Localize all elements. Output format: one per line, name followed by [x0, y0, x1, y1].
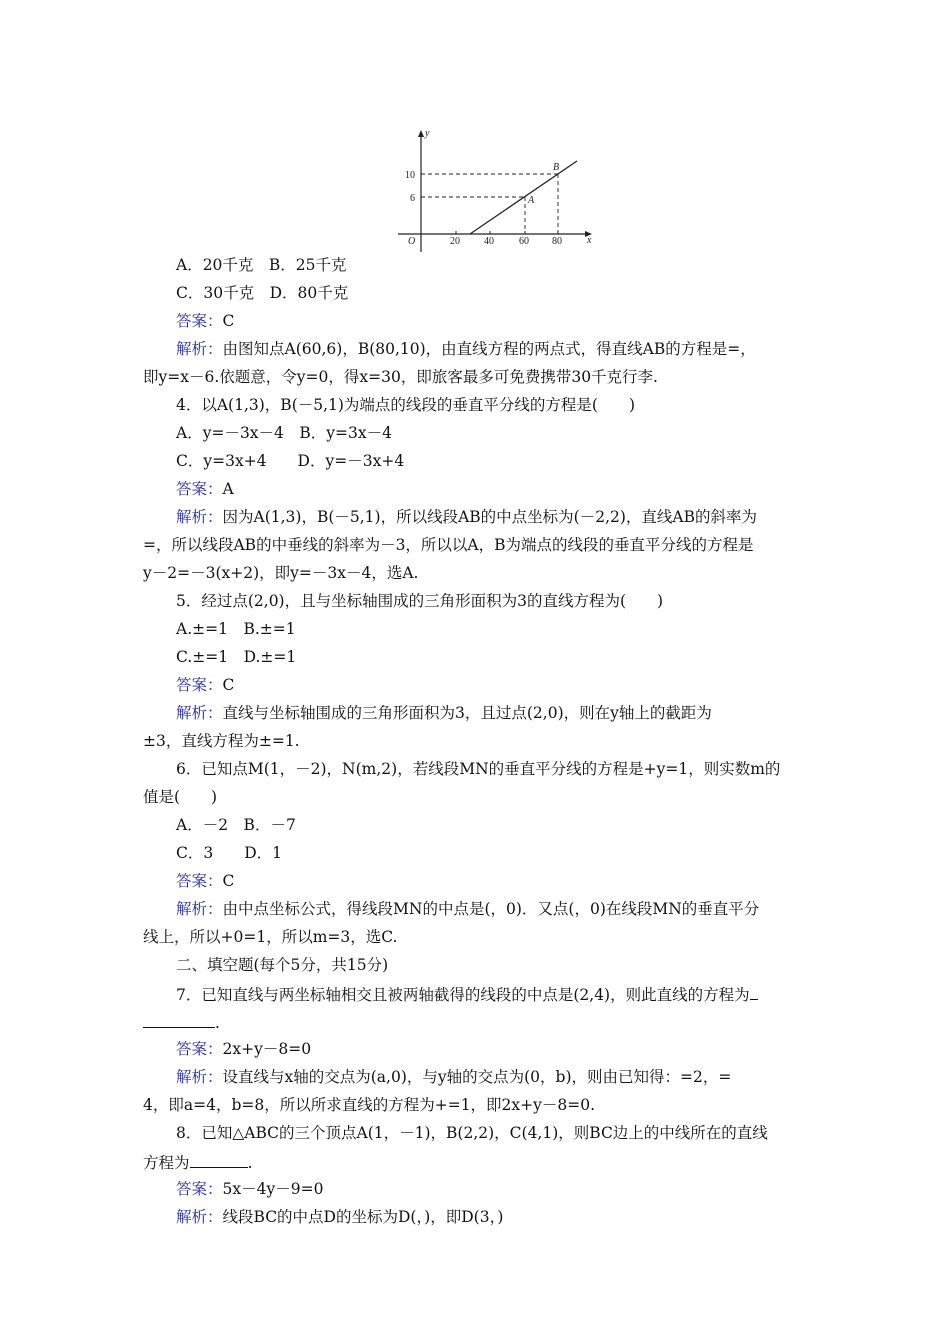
q8-stem-text: 方程为: [143, 1154, 190, 1172]
section-2-title: 二、填空题(每个5分，共15分): [176, 956, 389, 974]
q6-options-cd: C．3 D．1: [176, 844, 283, 862]
q4-analysis-line-2: =，所以线段AB的中垂线的斜率为－3，所以以A，B为端点的线段的垂直平分线的方程是: [143, 536, 754, 554]
analysis-label: 解析：: [176, 704, 223, 722]
answer-label: 答案：: [176, 480, 223, 498]
q7-blank-start: [750, 983, 758, 1000]
analysis-text: 线段BC的中点D的坐标为D(，)，即D(3，): [222, 1208, 504, 1226]
analysis-text: 设直线与x轴的交点为(a,0)，与y轴的交点为(0，b)，则由已知得：=2，=: [222, 1068, 732, 1086]
answer-label: 答案：: [176, 872, 223, 890]
q4-stem: 4．以A(1,3)，B(－5,1)为端点的线段的垂直平分线的方程是( ): [176, 396, 636, 414]
q7-stem-end: .: [215, 1014, 220, 1032]
answer-value: A: [222, 480, 234, 498]
x-axis-label: x: [587, 235, 592, 246]
q4-options-cd: C．y=3x+4 D．y=－3x+4: [176, 452, 405, 470]
x-tick-80: 80: [552, 236, 562, 247]
answer-value: C: [222, 676, 235, 694]
q3-analysis-line-1: [176, 339, 756, 359]
q5-answer: [176, 675, 234, 695]
analysis-label: 解析：: [176, 900, 223, 918]
y-tick-10: 10: [405, 170, 415, 181]
q7-stem-line-2: [143, 1011, 220, 1033]
answer-value: C: [222, 312, 235, 330]
q8-stem-line-2: [143, 1151, 252, 1173]
analysis-text: 直线与坐标轴围成的三角形面积为3，且过点(2,0)，则在y轴上的截距为: [222, 704, 712, 722]
q5-stem: 5．经过点(2,0)，且与坐标轴围成的三角形面积为3的直线方程为( ): [176, 592, 664, 610]
q5-options-cd: C.±=1 D.±=1: [176, 648, 297, 666]
q6-answer: [176, 871, 234, 891]
q4-answer: [176, 479, 234, 499]
q7-analysis-line-1: [176, 1067, 731, 1087]
y-axis-arrow: [418, 130, 424, 137]
origin-label: O: [408, 236, 416, 247]
analysis-text: 因为A(1,3)，B(－5,1)，所以线段AB的中点坐标为(－2,2)，直线AB的斜率为: [222, 508, 758, 526]
q3-analysis-line-2: 即y=x－6.依题意，令y=0，得x=30，即旅客最多可免费携带30千克行李.: [143, 368, 658, 386]
q5-analysis-line-2: ±3，直线方程为±=1.: [143, 732, 300, 750]
q8-blank: [190, 1151, 248, 1168]
line-graph-figure: [0, 0, 950, 260]
analysis-text: 由中点坐标公式，得线段MN的中点是(，0)．又点(，0)在线段MN的垂直平分: [222, 900, 760, 918]
q5-options-ab: A.±=1 B.±=1: [176, 620, 296, 638]
analysis-label: 解析：: [176, 508, 223, 526]
q8-stem-end: .: [247, 1154, 253, 1172]
q6-stem-line-1: 6．已知点M(1，－2)，N(m,2)，若线段MN的垂直平分线的方程是+y=1，则实数m的: [176, 760, 781, 778]
q7-stem-text: 7．已知直线与两坐标轴相交且被两轴截得的线段的中点是(2,4)，则此直线的方程为: [176, 986, 750, 1004]
q4-analysis-line-1: [176, 507, 757, 527]
analysis-text: 由图知点A(60,6)，B(80,10)，由直线方程的两点式，得直线AB的方程是=，: [222, 340, 756, 358]
answer-value: 2x+y－8=0: [222, 1040, 312, 1058]
answer-label: 答案：: [176, 676, 223, 694]
answer-label: 答案：: [176, 1180, 223, 1198]
x-tick-20: 20: [450, 236, 460, 247]
q8-stem-line-1: 8．已知△ABC的三个顶点A(1，－1)，B(2,2)，C(4,1)，则BC边上的中线所在的直线: [176, 1124, 768, 1142]
q4-analysis-line-3: y－2=－3(x+2)，即y=－3x－4，选A.: [143, 564, 419, 582]
x-tick-40: 40: [484, 236, 494, 247]
q7-answer: [176, 1039, 311, 1059]
q4-options-ab: A．y=－3x－4 B．y=3x－4: [176, 424, 393, 442]
answer-label: 答案：: [176, 1040, 223, 1058]
q8-analysis-line-1: [176, 1207, 503, 1227]
line-ab: [470, 161, 577, 234]
y-tick-6: 6: [410, 193, 415, 204]
q3-answer: [176, 311, 234, 331]
q3-options-ab: A．20千克 B．25千克: [176, 256, 347, 274]
answer-label: 答案：: [176, 312, 223, 330]
answer-value: C: [222, 872, 235, 890]
q6-options-ab: A．－2 B．－7: [176, 816, 296, 834]
q7-blank: [143, 1011, 215, 1028]
analysis-label: 解析：: [176, 340, 223, 358]
point-b-label: B: [553, 162, 560, 173]
q5-analysis-line-1: [176, 703, 712, 723]
point-a-label: A: [528, 195, 535, 206]
analysis-label: 解析：: [176, 1068, 223, 1086]
q8-answer: [176, 1179, 323, 1199]
y-axis-label: y: [425, 128, 430, 139]
q3-options-cd: C．30千克 D．80千克: [176, 284, 349, 302]
q7-stem-line-1: [176, 983, 758, 1005]
q7-analysis-line-2: 4，即a=4，b=8，所以所求直线的方程为+=1，即2x+y－8=0.: [143, 1096, 596, 1114]
q6-analysis-line-2: 线上，所以+0=1，所以m=3，选C.: [143, 928, 398, 946]
x-tick-60: 60: [519, 236, 529, 247]
analysis-label: 解析：: [176, 1208, 223, 1226]
answer-value: 5x－4y－9=0: [222, 1180, 324, 1198]
q6-stem-line-2: 值是( ): [143, 788, 218, 806]
q6-analysis-line-1: [176, 899, 759, 919]
